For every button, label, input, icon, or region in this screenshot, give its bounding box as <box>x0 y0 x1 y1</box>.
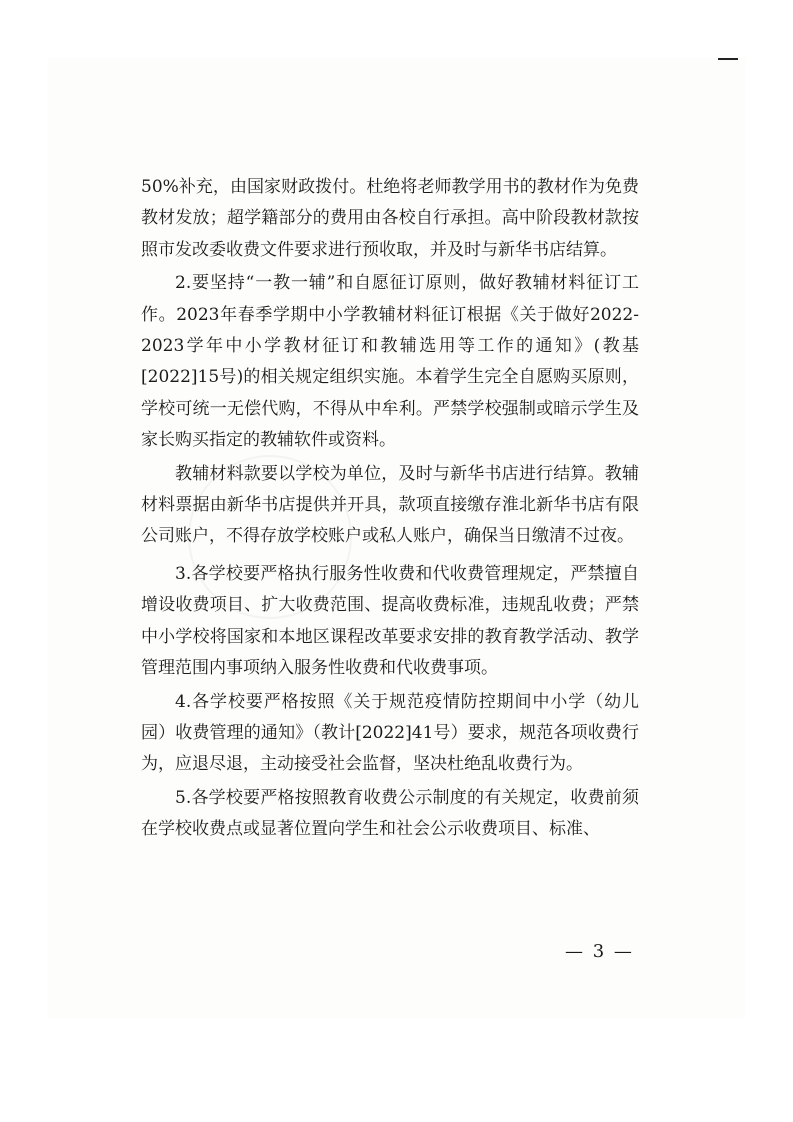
page-number: — 3 — <box>565 941 634 962</box>
paragraph-settlement: 教辅材料款要以学校为单位，及时与新华书店进行结算。教辅材料票据由新华书店提供并开具，款项直接缴存淮北新华书店有限公司账户，不得存放学校账户或私人账户，确保当日缴清不过夜。 <box>141 463 639 547</box>
paragraph-item-3: 3.各学校要严格执行服务性收费和代收费管理规定，严禁擅自增设收费项目、扩大收费范围、提高收费标准，违规乱收费；严禁中小学校将国家和本地区课程改革要求安排的教育教学活动、教学管理范围内事项纳入服务性收费和代收费事项。 <box>141 563 639 679</box>
paragraph-item-5: 5.各学校要严格按照教育收费公示制度的有关规定，收费前须在学校收费点或显著位置向学生和社会公示收费项目、标准、 <box>141 787 639 840</box>
corner-mark <box>718 58 738 60</box>
paragraph-item-2: 2.要坚持“一教一辅”和自愿征订原则，做好教辅材料征订工作。2023年春季学期中小学教辅材料征订根据《关于做好2022-2023学年中小学教材征订和教辅选用等工作的通知》(教基[2022]15号)的相关规定组织实施。本着学生完全自愿购买原则，学校可统一无偿代购，不得从中牟利。严禁学校强制或暗示学生及家长购买指定的教辅软件或资料。 <box>141 273 639 451</box>
paragraph-continuation: 50%补充，由国家财政拨付。杜绝将老师教学用书的教材作为免费教材发放；超学籍部分的费用由各校自行承担。高中阶段教材款按照市发改委收费文件要求进行预收取，并及时与新华书店结算。 <box>141 177 639 260</box>
document-body <box>141 172 639 846</box>
paragraph-item-4: 4.各学校要严格按照《关于规范疫情防控期间中小学（幼儿园）收费管理的通知》（教计[2022]41号）要求，规范各项收费行为，应退尽退，主动接受社会监督，坚决杜绝乱收费行为。 <box>141 691 639 775</box>
